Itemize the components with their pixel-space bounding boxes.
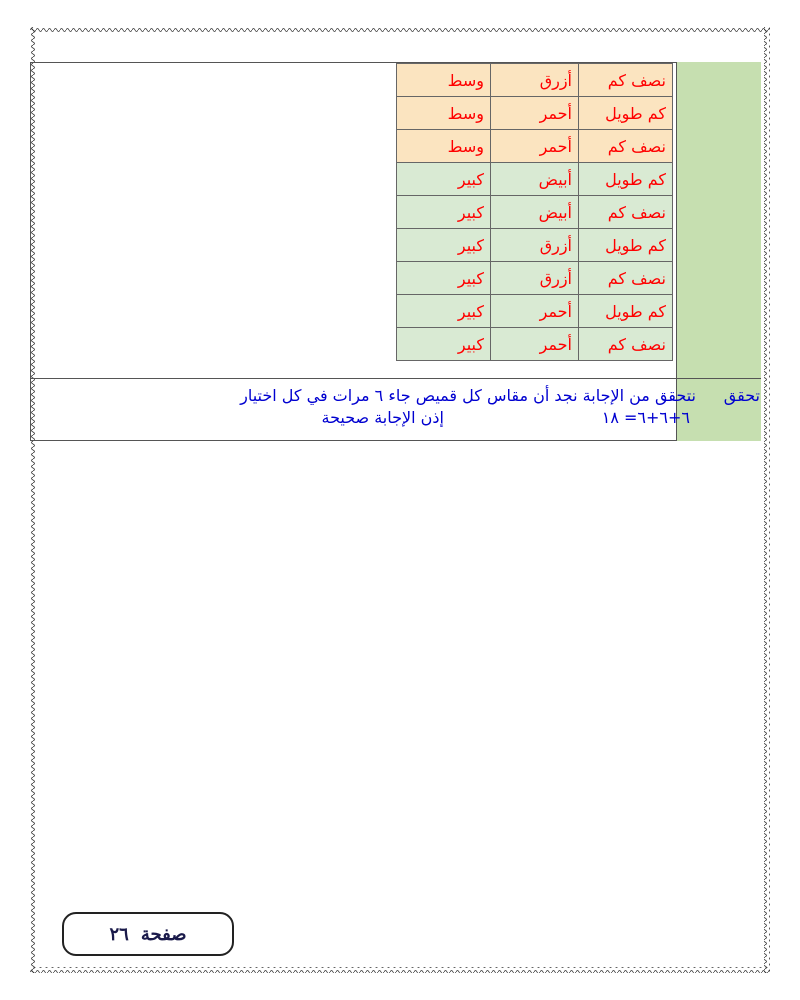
table-row bbox=[397, 328, 673, 361]
table-row bbox=[397, 97, 673, 130]
row-divider bbox=[30, 378, 761, 379]
cell-sleeve: نصف كم bbox=[579, 64, 673, 97]
cell-size: كبير bbox=[397, 262, 491, 295]
page-number-badge bbox=[62, 912, 234, 956]
verify-statement: نتحقق من الإجابة نجد أن مقاس كل قميص جاء ٦ مرات في كل اختيار bbox=[240, 386, 696, 405]
table-row bbox=[397, 229, 673, 262]
cell-size: كبير bbox=[397, 295, 491, 328]
table-row bbox=[397, 163, 673, 196]
options-table bbox=[396, 63, 673, 361]
table-row bbox=[397, 295, 673, 328]
cell-size: وسط bbox=[397, 97, 491, 130]
cell-sleeve: نصف كم bbox=[579, 130, 673, 163]
cell-color: أحمر bbox=[491, 130, 579, 163]
cell-sleeve: كم طويل bbox=[579, 295, 673, 328]
page-number: ٢٦ bbox=[109, 923, 129, 945]
cell-size: كبير bbox=[397, 163, 491, 196]
cell-size: كبير bbox=[397, 196, 491, 229]
cell-color: أزرق bbox=[491, 64, 579, 97]
cell-color: أبيض bbox=[491, 196, 579, 229]
cell-size: وسط bbox=[397, 130, 491, 163]
cell-size: كبير bbox=[397, 229, 491, 262]
cell-sleeve: نصف كم bbox=[579, 196, 673, 229]
verify-label: تحقق bbox=[723, 386, 760, 405]
cell-color: أحمر bbox=[491, 328, 579, 361]
cell-size: كبير bbox=[397, 328, 491, 361]
verify-equation: ٦+٦+٦= ١٨ bbox=[601, 408, 690, 427]
table-row bbox=[397, 262, 673, 295]
cell-sleeve: كم طويل bbox=[579, 163, 673, 196]
cell-color: أزرق bbox=[491, 262, 579, 295]
cell-sleeve: كم طويل bbox=[579, 97, 673, 130]
cell-sleeve: نصف كم bbox=[579, 262, 673, 295]
cell-color: أبيض bbox=[491, 163, 579, 196]
cell-sleeve: نصف كم bbox=[579, 328, 673, 361]
cell-color: أزرق bbox=[491, 229, 579, 262]
cell-sleeve: كم طويل bbox=[579, 229, 673, 262]
cell-size: وسط bbox=[397, 64, 491, 97]
table-row bbox=[397, 130, 673, 163]
cell-color: أحمر bbox=[491, 97, 579, 130]
table-row bbox=[397, 196, 673, 229]
page-word: صفحة bbox=[140, 923, 187, 945]
verify-conclusion: إذن الإجابة صحيحة bbox=[321, 408, 444, 427]
label-column bbox=[676, 62, 761, 441]
table-row bbox=[397, 64, 673, 97]
cell-color: أحمر bbox=[491, 295, 579, 328]
